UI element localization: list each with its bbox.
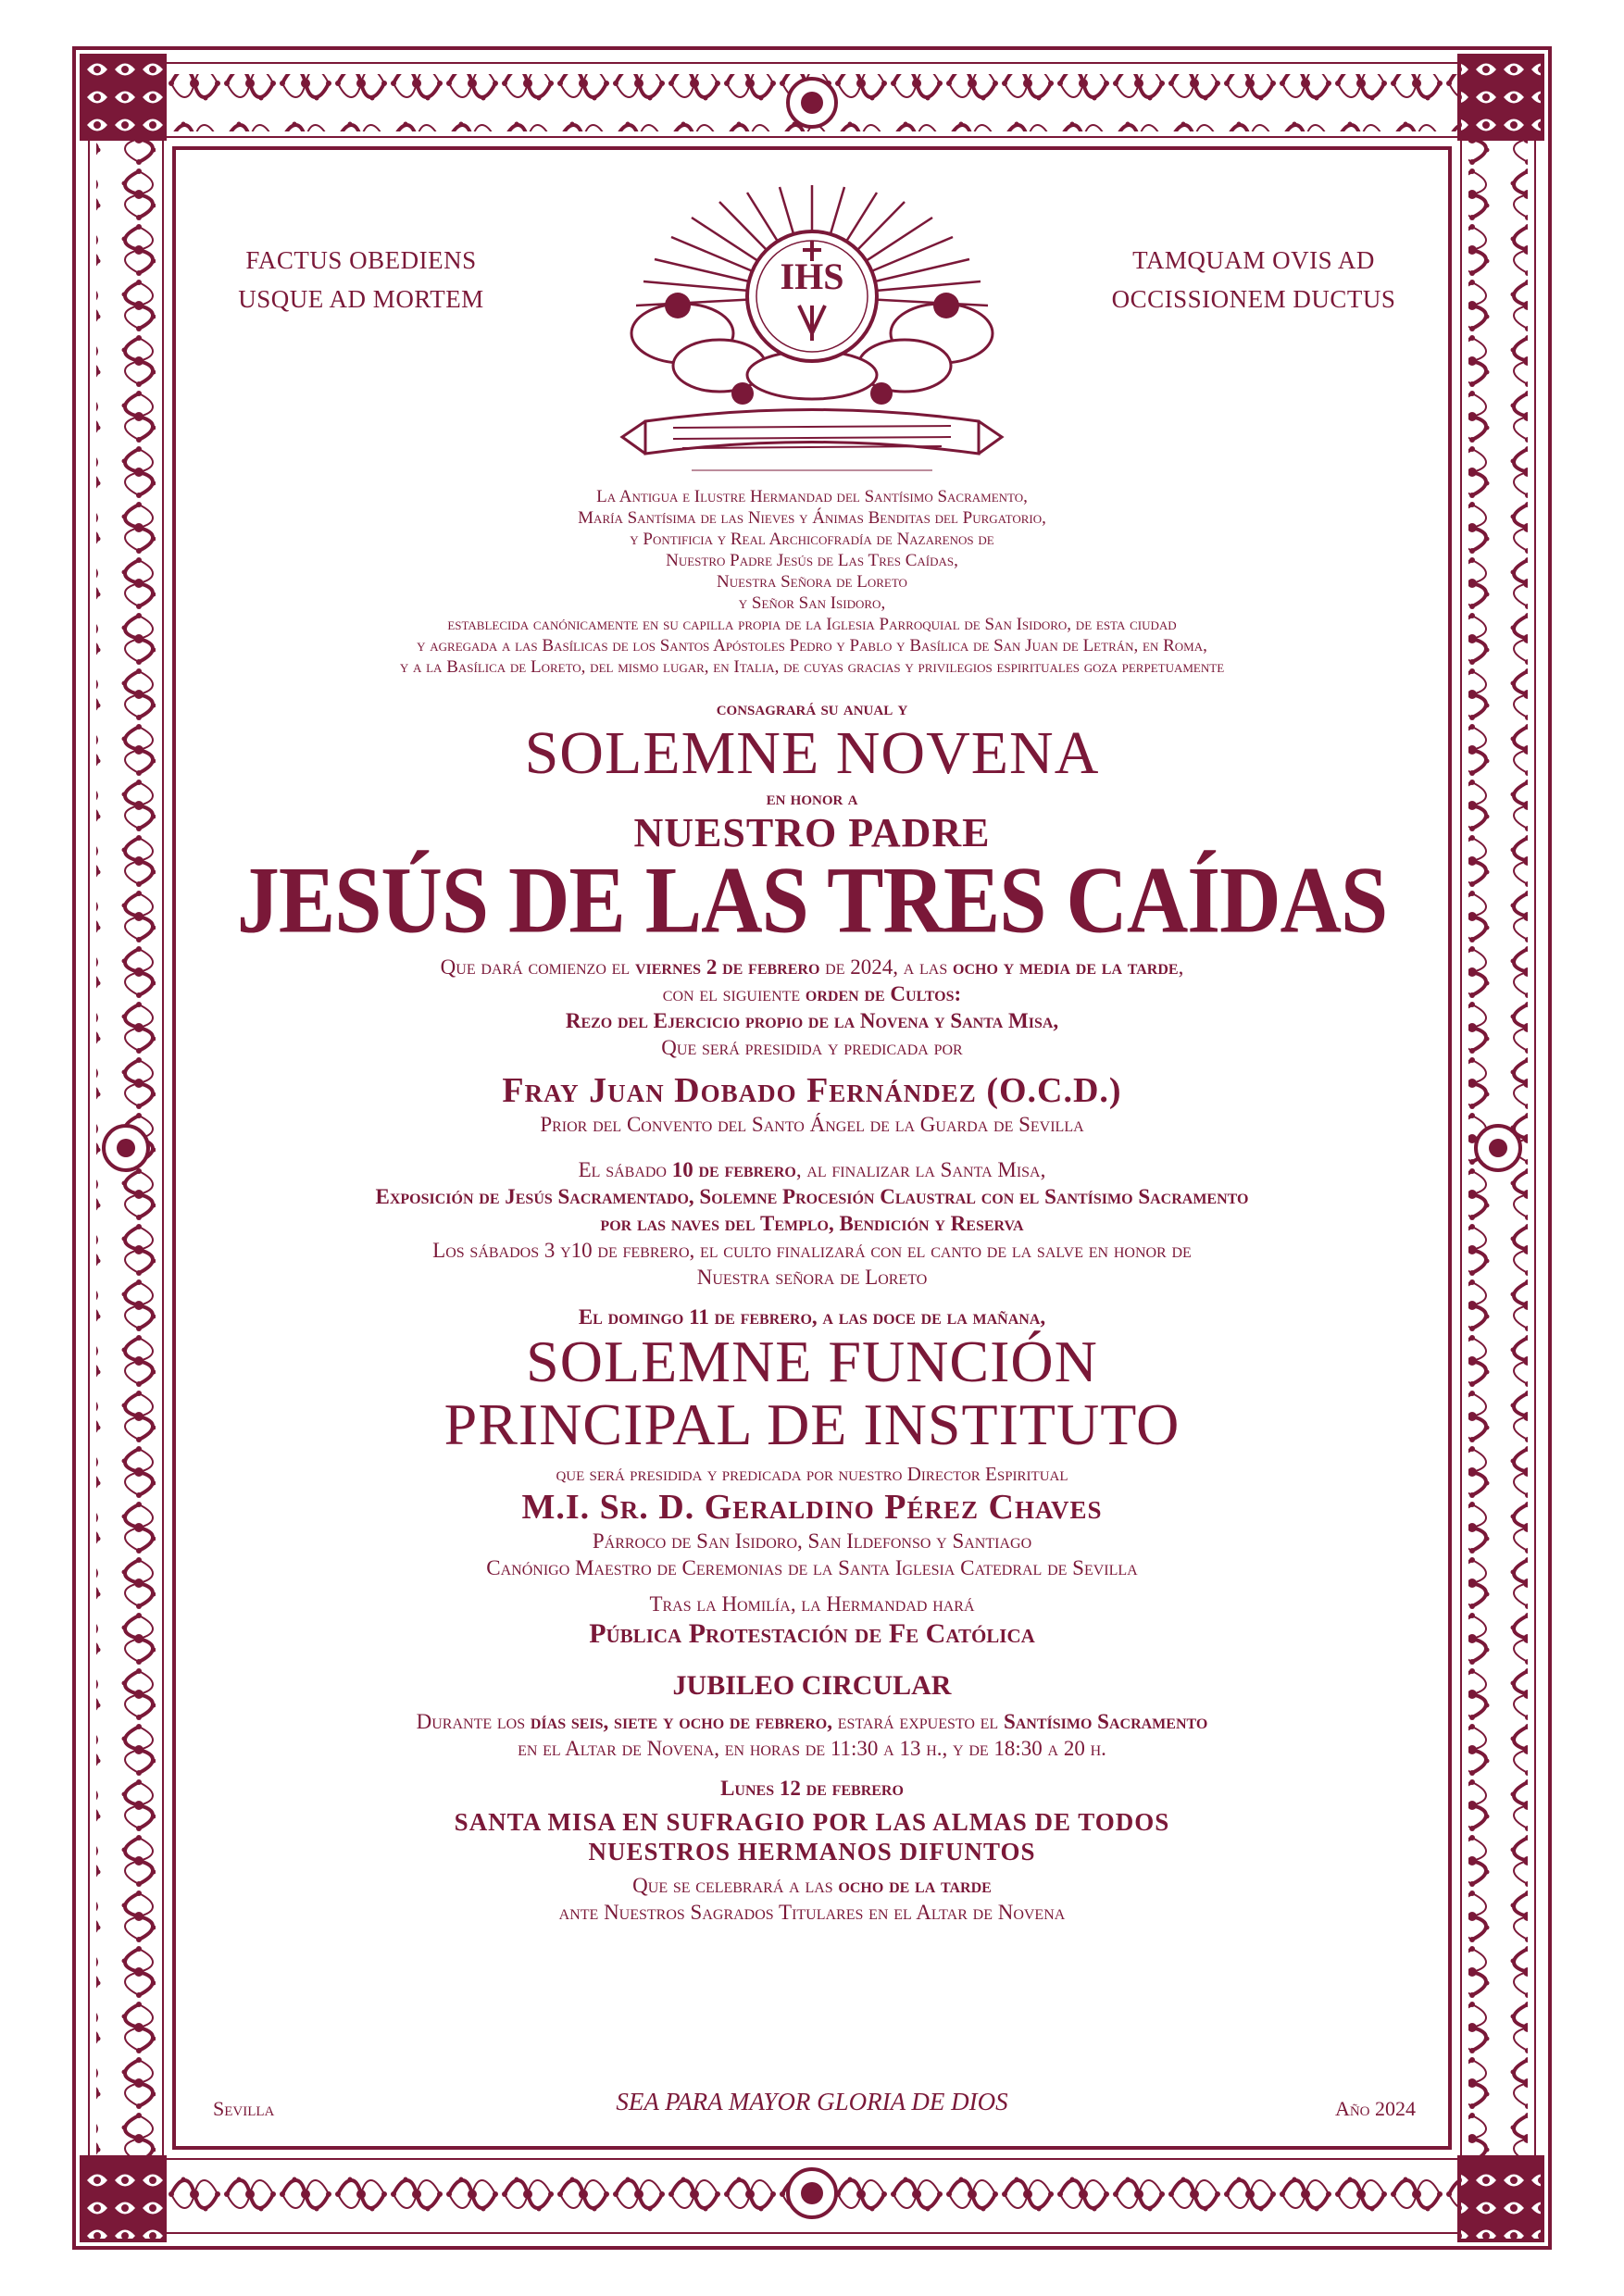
text-run: días seis, siete y ocho de febrero,: [530, 1710, 832, 1733]
text-run: El sábado: [578, 1158, 672, 1181]
novena-main-title: JESÚS DE LAS TRES CAÍDAS: [236, 846, 1388, 954]
novena-in-honor: en honor a: [766, 787, 858, 809]
misa-title-1: SANTA MISA EN SUFRAGIO POR LAS ALMAS DE TODOS: [454, 1808, 1170, 1836]
saturday-line-2: Exposición de Jesús Sacramentado, Solemne Procesión Claustral con el Santísimo Sacramento: [375, 1185, 1249, 1208]
text-run: ocho y media de la tarde: [953, 955, 1179, 979]
footer: [167, 2078, 1457, 2134]
novena-presided: Que será presidida y predicada por: [661, 1036, 963, 1059]
footer-city: Sevilla: [213, 2097, 275, 2120]
saturday-line-5: Nuestra señora de Loreto: [696, 1266, 928, 1289]
novena-rezo: Rezo del Ejercicio propio de la Novena y Santa Misa,: [565, 1009, 1059, 1032]
motto-left-line-1: FACTUS OBEDIENS: [245, 246, 477, 274]
text-run: con el siguiente: [662, 982, 806, 1005]
misa-title-2: NUESTROS HERMANOS DIFUNTOS: [588, 1838, 1036, 1866]
jubileo-line-2: en el Altar de Novena, en horas de 11:30 a 13 h., y de 18:30 a 20 h.: [518, 1737, 1106, 1760]
novena-order-line: [167, 980, 1457, 1007]
jubileo-line-1: [167, 1708, 1457, 1735]
text-run: ,: [1178, 955, 1184, 979]
brotherhood-line: y agregada a las Basílicas de los Santos Apóstoles Pedro y Pablo y Basílica de San Juan de Letrán, en Roma,: [417, 636, 1207, 655]
text-run: , al finalizar la Santa Misa,: [795, 1158, 1046, 1181]
funcion-role-2: Canónigo Maestro de Ceremonias de la Santa Iglesia Catedral de Sevilla: [486, 1556, 1138, 1579]
text-run: Santísimo Sacramento: [1003, 1710, 1208, 1733]
motto-left: [222, 241, 500, 318]
text-run: de 2024, a las: [819, 955, 953, 979]
text-run: orden de Cultos:: [805, 982, 962, 1005]
text-run: viernes 2 de febrero: [634, 955, 820, 979]
novena-start-line: [167, 954, 1457, 980]
novena-intro: consagrará su anual y: [716, 697, 908, 719]
brotherhood-line: establecida canónicamente en su capilla propia de la Iglesia Parroquial de San Isidoro, de esta ciudad: [447, 615, 1177, 634]
brotherhood-line: y Pontificia y Real Archicofradía de Nazarenos de: [630, 530, 994, 549]
footer-year: Año 2024: [1334, 2097, 1416, 2120]
text-run: ocho de la tarde: [838, 1874, 992, 1897]
document-body: [167, 176, 1457, 2139]
funcion-title-2: PRINCIPAL DE INSTITUTO: [443, 1391, 1181, 1457]
brotherhood-line: y a la Basílica de Loreto, del mismo lugar, en Italia, de cuyas gracias y privilegios espirituales goza perpetuamente: [399, 657, 1225, 677]
funcion-presided: que será presidida y predicada por nuestro Director Espiritual: [556, 1463, 1068, 1485]
novena-preacher: Fray Juan Dobado Fernández (O.C.D.): [502, 1071, 1122, 1110]
funcion-protest: Pública Protestación de Fe Católica: [589, 1618, 1035, 1649]
novena-subtitle: NUESTRO PADRE: [633, 810, 991, 855]
brotherhood-line: y Señor San Isidoro,: [738, 593, 886, 613]
text-run: Que dará comienzo el: [440, 955, 635, 979]
footer-motto: SEA PARA MAYOR GLORIA DE DIOS: [616, 2088, 1008, 2115]
svg-text:IHS: IHS: [780, 256, 844, 297]
misa-line-2: ante Nuestros Sagrados Titulares en el Altar de Novena: [558, 1901, 1066, 1924]
misa-line-1: [167, 1872, 1457, 1899]
brotherhood-line: María Santísima de las Nieves y Ánimas Benditas del Purgatorio,: [578, 508, 1046, 528]
funcion-role-1: Párroco de San Isidoro, San Ildefonso y Santiago: [592, 1529, 1032, 1553]
brotherhood-line: Nuestra Señora de Loreto: [717, 572, 907, 592]
text-run: Que se celebrará a las: [632, 1874, 839, 1897]
motto-right-line-2: OCCISSIONEM DUCTUS: [1111, 285, 1396, 313]
brotherhood-description: [167, 486, 1457, 678]
saturday-line-4: Los sábados 3 y10 de febrero, el culto finalizará con el canto de la salve en honor de: [432, 1239, 1192, 1262]
brotherhood-line: La Antigua e Ilustre Hermandad del Santísimo Sacramento,: [596, 487, 1028, 506]
novena-preacher-role: Prior del Convento del Santo Ángel de la Guarda de Sevilla: [540, 1113, 1084, 1136]
funcion-date: El domingo 11 de febrero, a las doce de la mañana,: [578, 1305, 1046, 1329]
saturday-line-3: por las naves del Templo, Bendición y Reserva: [600, 1212, 1024, 1235]
misa-date: Lunes 12 de febrero: [720, 1777, 904, 1800]
main-text: [167, 486, 1457, 1926]
text-run: 10 de febrero: [671, 1158, 796, 1181]
novena-title: SOLEMNE NOVENA: [524, 719, 1100, 787]
motto-right-line-1: TAMQUAM OVIS AD: [1132, 246, 1375, 274]
text-run: Durante los: [416, 1710, 531, 1733]
funcion-homily: Tras la Homilía, la Hermandad hará: [649, 1592, 975, 1616]
funcion-preacher: M.I. Sr. D. Geraldino Pérez Chaves: [521, 1488, 1103, 1527]
jubileo-title: JUBILEO CIRCULAR: [672, 1670, 952, 1701]
text-run: estará expuesto el: [831, 1710, 1004, 1733]
ihs-sunburst-emblem-icon: [581, 176, 1043, 481]
funcion-title-1: SOLEMNE FUNCIÓN: [526, 1329, 1098, 1394]
saturday-line-1: [167, 1156, 1457, 1183]
motto-left-line-2: USQUE AD MORTEM: [238, 285, 484, 313]
brotherhood-line: Nuestro Padre Jesús de Las Tres Caídas,: [666, 551, 958, 570]
motto-right: [1106, 241, 1402, 318]
